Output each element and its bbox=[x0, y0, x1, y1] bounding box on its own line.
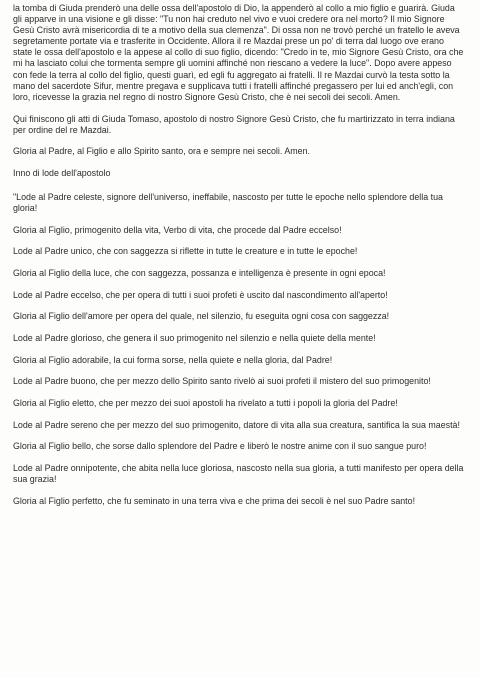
hymn-verse: Gloria al Figlio della luce, che con saggezza, possanza e intelligenza è presente in ogni epoca! bbox=[13, 267, 386, 278]
hymn-verse: Lode al Padre sereno che per mezzo del suo primogenito, datore di vita alla sua creatura, santifica la sua maestà! bbox=[13, 419, 460, 430]
hymn-verse: "Lode al Padre celeste, signore dell'universo, ineffabile, nascosto per tutte le epoche nello splendore della tua gloria! bbox=[13, 191, 443, 213]
hymn-verse: Lode al Padre onnipotente, che abita nella luce gloriosa, nascosto nella sua gloria, a tutti manifesto per opera della sua grazia! bbox=[13, 463, 464, 485]
hymn-verse: Gloria al Figlio eletto, che per mezzo dei suoi apostoli ha rivelato a tutti i popoli la gloria del Padre! bbox=[13, 398, 398, 409]
paragraph-king-mazdai-healing: la tomba di Giuda prenderò una delle ossa dell'apostolo di Dio, la appenderò al collo a mio figlio e guarirà. Giuda gli apparve in una visione e gli disse: "Tu non hai creduto nel vivo e vuoi credere ora nel morto? Il mio Signore Gesù Cristo avrà misericordia di te a motivo della sua clemenza". Di ossa non ne trovò perché un fratello le aveva segretamente portate via e trasferite in Occidente. Allora il re Mazdai prese un po' di terra dal luogo ove erano state le ossa dell'apostolo e la appese al collo di suo figlio, dicendo: "Credo in te, mio Signore Gesù Cristo, ora che mi ha lasciato colui che tormenta sempre gli uomini affinché non riescano a vedere la luce". Dopo avere appeso con fede la terra al collo del figlio, questi guarì, ed egli fu aggregato ai fratelli. Il re Mazdai curvò la testa sotto la mano del sacerdote Sifur, mentre pregava e supplicava tutti i fratelli affinché pregassero per lui ed anch'egli, con loro, ricevesse la grazia nel regno di nostro Signore Gesù Cristo, che è nei secoli dei secoli. Amen. bbox=[13, 3, 464, 102]
hymn-verse: Lode al Padre buono, che per mezzo dello Spirito santo rivelò ai suoi profeti il mistero del suo primogenito! bbox=[13, 376, 431, 387]
hymn-verse: Gloria al Figlio, primogenito della vita, Verbo di vita, che procede dal Padre eccelso! bbox=[13, 224, 342, 235]
paragraph-doxology: Gloria al Padre, al Figlio e allo Spirito santo, ora e sempre nei secoli. Amen. bbox=[13, 146, 310, 157]
hymn-verse: Gloria al Figlio bello, che sorse dallo splendore del Padre e liberò le nostre anime con il suo sangue puro! bbox=[13, 441, 427, 452]
hymn-verse: Gloria al Figlio adorabile, la cui forma sorse, nella quiete e nella gloria, dal Padre! bbox=[13, 354, 333, 365]
hymn-verse: Gloria al Figlio perfetto, che fu seminato in una terra viva e che prima dei secoli è nel suo Padre santo! bbox=[13, 495, 416, 506]
hymn-verse: Lode al Padre glorioso, che genera il suo primogenito nel silenzio e nella quiete della mente! bbox=[13, 333, 376, 344]
hymn-verse: Lode al Padre eccelso, che per opera di tutti i suoi profeti è uscito dal nascondimento all'aperto! bbox=[13, 289, 388, 300]
hymn-verse: Lode al Padre unico, che con saggezza si riflette in tutte le creature e in tutte le epoche! bbox=[13, 246, 358, 257]
paragraph-acts-conclusion: Qui finiscono gli atti di Giuda Tomaso, apostolo di nostro Signore Gesù Cristo, che fu martirizzato in terra indiana per ordine del re Mazdai. bbox=[13, 113, 455, 135]
hymn-verse: Gloria al Figlio dell'amore per opera del quale, nel silenzio, fu eseguita ogni cosa con saggezza! bbox=[13, 311, 390, 322]
hymn-title: Inno di lode dell'apostolo bbox=[13, 168, 111, 179]
